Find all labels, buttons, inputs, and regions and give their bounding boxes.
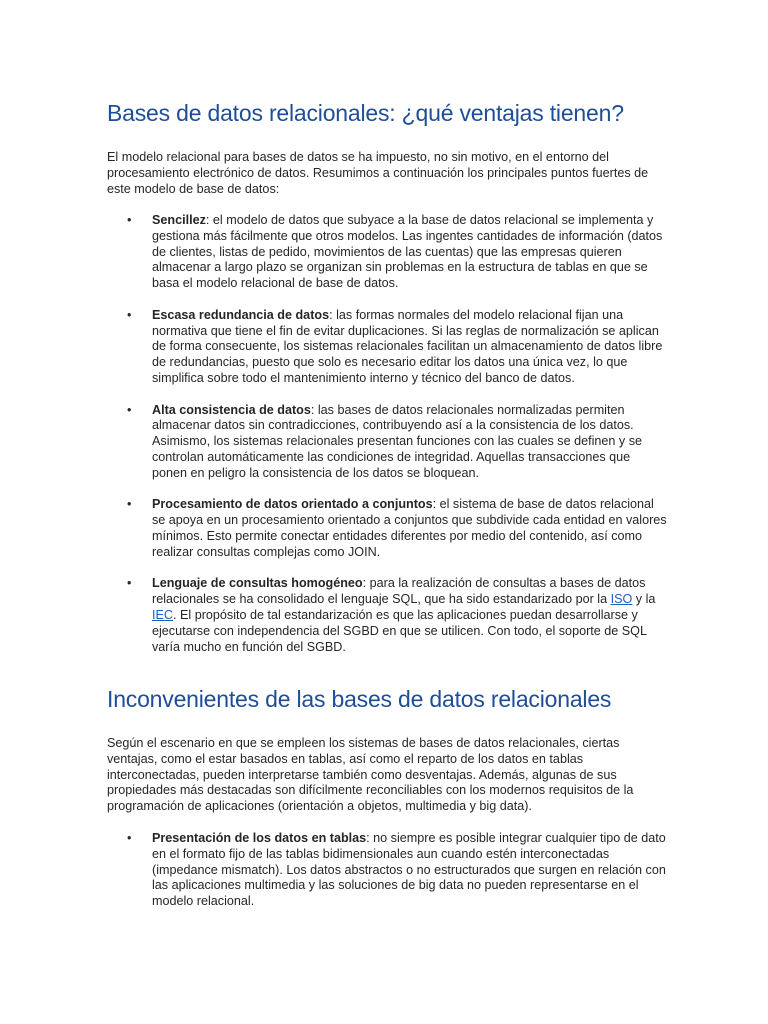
list-item-text: : para la realización de consultas a bases de datos relacionales se ha consolidado el lenguaje SQL, que ha sido estandarizado por la — [152, 576, 646, 607]
bullet-icon: • — [127, 831, 132, 845]
list-item-lenguaje — [107, 576, 667, 655]
list-item-tablas — [107, 831, 667, 910]
list-item-text: : las formas normales del modelo relacional fijan una normativa que tiene el fin de evitar duplicaciones. Si las reglas de normalización se aplican de forma consecuente, los sistemas relacionales facilitan un almacenamiento de datos libre de redundancias, puesto que solo es necesario editar los datos una única vez, lo que simplifica sobre todo el mantenimiento interno y técnico del banco de datos. — [152, 307, 663, 385]
intro-paragraph-disadvantages: Según el escenario en que se empleen los sistemas de bases de datos relacionales, ciertas ventajas, como el estar basados en tablas, así como el reparto de los datos en tablas interconectadas, pueden interpretarse también como desventajas. Además, algunas de sus propiedades más destacadas son difícilmente reconciliables con los modernos requisitos de la programación de aplicaciones (orientación a objetos, multimedia y big data). — [107, 736, 634, 814]
iec-link[interactable]: IEC — [152, 607, 173, 622]
list-item-term: Lenguaje de consultas homogéneo — [152, 576, 363, 591]
list-item-text: : las bases de datos relacionales normalizadas permiten almacenar datos sin contradicciones, contribuyendo así a la consistencia de los datos. Asimismo, los sistemas relacionales presentan funciones con las cuales se definen y se controlan automáticamente las condiciones de integridad. Aquellas transacciones que ponen en peligro la consistencia de los datos se bloquean. — [152, 402, 643, 480]
section-title-advantages: Bases de datos relacionales: ¿qué ventajas tienen? — [107, 100, 624, 126]
bullet-icon: • — [127, 307, 132, 322]
list-item-text: : el sistema de base de datos relacional se apoya en un procesamiento orientado a conjuntos que subdivide cada entidad en valores mínimos. Esto permite conectar entidades diferentes por medio del contenido, así como realizar consultas complejas como JOIN. — [152, 497, 667, 559]
advantages-list — [107, 213, 667, 655]
bullet-icon: • — [127, 402, 132, 417]
list-item-consistencia — [107, 403, 667, 482]
list-item-sencillez — [107, 213, 667, 292]
list-item-conjuntos — [107, 497, 667, 560]
list-item-term: Sencillez — [152, 213, 206, 227]
intro-paragraph-advantages: El modelo relacional para bases de datos se ha impuesto, no sin motivo, en el entorno del procesamiento electrónico de datos. Resumimos a continuación los principales puntos fuertes de este modelo de base de datos: — [107, 150, 649, 196]
list-item-term: Presentación de los datos en tablas — [152, 831, 367, 845]
list-item-term: Procesamiento de datos orientado a conjuntos — [152, 497, 433, 512]
list-item-text: y la — [632, 592, 656, 607]
list-item-text: . El propósito de tal estandarización es que las aplicaciones puedan desarrollarse y ejecutarse con independencia del SGBD en que se utilicen. Con todo, el soporte de SQL varía mucho en función del SGBD. — [152, 607, 647, 654]
list-item-term: Escasa redundancia de datos — [152, 307, 330, 322]
list-item-text: : no siempre es posible integrar cualquier tipo de dato en el formato fijo de las tablas bidimensionales aun cuando estén interconectadas (impedance mismatch). Los datos abstractos o no estructurados que surgen en relación con las aplicaciones multimedia y las soluciones de big data no pueden representarse en el modelo relacional. — [152, 831, 666, 909]
iso-link[interactable]: ISO — [610, 592, 633, 607]
bullet-icon: • — [127, 497, 132, 512]
list-item-term: Alta consistencia de datos — [152, 402, 311, 417]
bullet-icon: • — [127, 576, 132, 591]
bullet-icon: • — [127, 213, 132, 227]
disadvantages-list — [107, 831, 667, 910]
list-item-text: : el modelo de datos que subyace a la base de datos relacional se implementa y gestiona más fácilmente que otros modelos. Las ingentes cantidades de información (datos de clientes, listas de pedido, movimientos de las cuentas) que las empresas quieren almacenar a largo plazo se organizan sin problemas en la estructura de tablas en que se basa el modelo relacional de base de datos. — [152, 213, 663, 291]
list-item-redundancia — [107, 308, 667, 387]
section-title-disadvantages: Inconvenientes de las bases de datos relacionales — [107, 686, 612, 712]
